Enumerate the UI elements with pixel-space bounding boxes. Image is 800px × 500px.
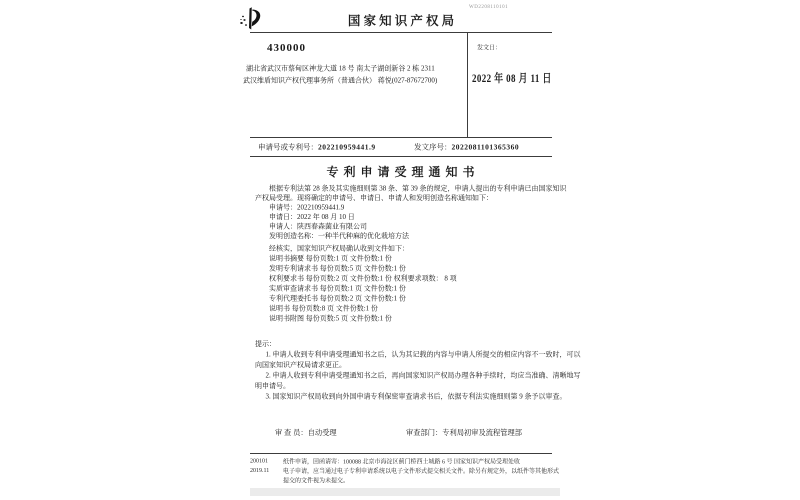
recipient-agent: 武汉维盾知识产权代理事务所（普通合伙） 蒋悦(027-87672700) (243, 77, 438, 85)
examiner-label: 审 查 员： (275, 429, 308, 437)
field-invention-title: 发明创造名称：一种半代种麻的优化栽培方法 (269, 232, 409, 240)
note-item: 3. 国家知识产权局收到向外国申请专利保密审查请求书后，依据专利法实施细则第 9 条予以审查。 (265, 393, 567, 401)
dispatch-serial-label: 发文序号： (414, 143, 452, 152)
department-value: 专利局初审及流程管理部 (442, 429, 522, 437)
notice-title: 专 利 申 请 受 理 通 知 书 (326, 166, 476, 179)
reference-bar-bottom-rule (250, 156, 552, 157)
footer-rule (250, 453, 552, 454)
notes-label: 提示： (255, 340, 276, 348)
department-info (406, 427, 522, 438)
footer-efiling-note: 电子申请，应当通过电子专利申请系统以电子文件形式提交相关文件。除另有规定外，以纸件等其他形式提交的文件视为未提交。 (283, 467, 560, 484)
header-rule (250, 32, 552, 33)
application-number-label: 申请号或专利号： (258, 143, 319, 152)
dispatch-serial-number (414, 142, 519, 153)
barcode-serial-text: WD2208110101 (469, 4, 509, 10)
note-item: 2. 申请人收到专利申请受理通知书之后，再向国家知识产权局办理各种手续时，均应当准确、清晰地写明申请号。 (255, 372, 581, 390)
agency-name: 国 家 知 识 产 权 局 (347, 14, 455, 28)
receipt-item: 说明书摘要 每份页数:1 页 文件份数:1 份 (269, 255, 392, 263)
field-applicant: 申请人：陕西春森菌业有限公司 (269, 223, 367, 231)
address-date-divider (467, 32, 468, 138)
reference-bar-top-rule (250, 137, 552, 138)
application-number (258, 142, 376, 153)
postal-code: 430000 (267, 41, 306, 54)
examiner-value: 自动受理 (307, 429, 337, 437)
footer-form-code: 200101 (250, 457, 268, 464)
receipt-item: 说明书附图 每份页数:5 页 文件份数:1 份 (269, 315, 392, 323)
dispatch-date-value: 2022 年 08 月 11 日 (472, 72, 552, 85)
receipt-intro: 经核实，国家知识产权局确认收到文件如下： (269, 245, 409, 253)
examiner-info (275, 427, 337, 438)
field-application-number: 申请号：202210959441.9 (269, 204, 345, 212)
receipt-item: 发明专利请求书 每份页数:5 页 文件份数:1 份 (269, 265, 406, 273)
footer-version-code: 2019.11 (250, 466, 270, 474)
field-filing-date: 申请日：2022 年 08 月 10 日 (269, 213, 355, 221)
receipt-item: 专利代理委托书 每份页数:2 页 文件份数:1 份 (269, 295, 406, 303)
page-bottom-scan-edge (250, 488, 560, 496)
footer-paper-filing-note: 纸件申请，回函请寄：100088 北京市海淀区蓟门桥西土城路 6 号 国家知识产权局受理处收 (283, 458, 521, 465)
application-number-value: 202210959441.9 (318, 143, 376, 152)
department-label: 审查部门： (406, 429, 443, 437)
receipt-item: 实质审查请求书 每份页数:1 页 文件份数:1 份 (269, 285, 406, 293)
dispatch-serial-value: 2022081101365360 (451, 143, 520, 152)
receipt-item: 说明书 每份页数:8 页 文件份数:1 份 (269, 305, 378, 313)
received-documents-list (255, 244, 570, 324)
receipt-item: 权利要求书 每份页数:2 页 文件份数:1 份 权利要求项数： 8 项 (269, 275, 457, 283)
dispatch-date-label: 发文日： (477, 44, 502, 51)
notes-section (255, 339, 585, 402)
notice-body (255, 184, 570, 241)
recipient-address: 湖北省武汉市蔡甸区神龙大道 18 号 南太子湖创新谷 2 栋 2311 (246, 65, 435, 73)
notice-intro: 根据专利法第 28 条及其实施细则第 38 条、第 39 条的规定，申请人提出的专利申请已由国家知识产权局受理。现将确定的申请号、申请日、申请人和发明创造名称通知如下： (255, 185, 567, 202)
note-item: 1. 申请人收到专利申请受理通知书之后，认为其记载的内容与申请人所提交的相应内容不一致时，可以向国家知识产权局请求更正。 (255, 351, 581, 369)
